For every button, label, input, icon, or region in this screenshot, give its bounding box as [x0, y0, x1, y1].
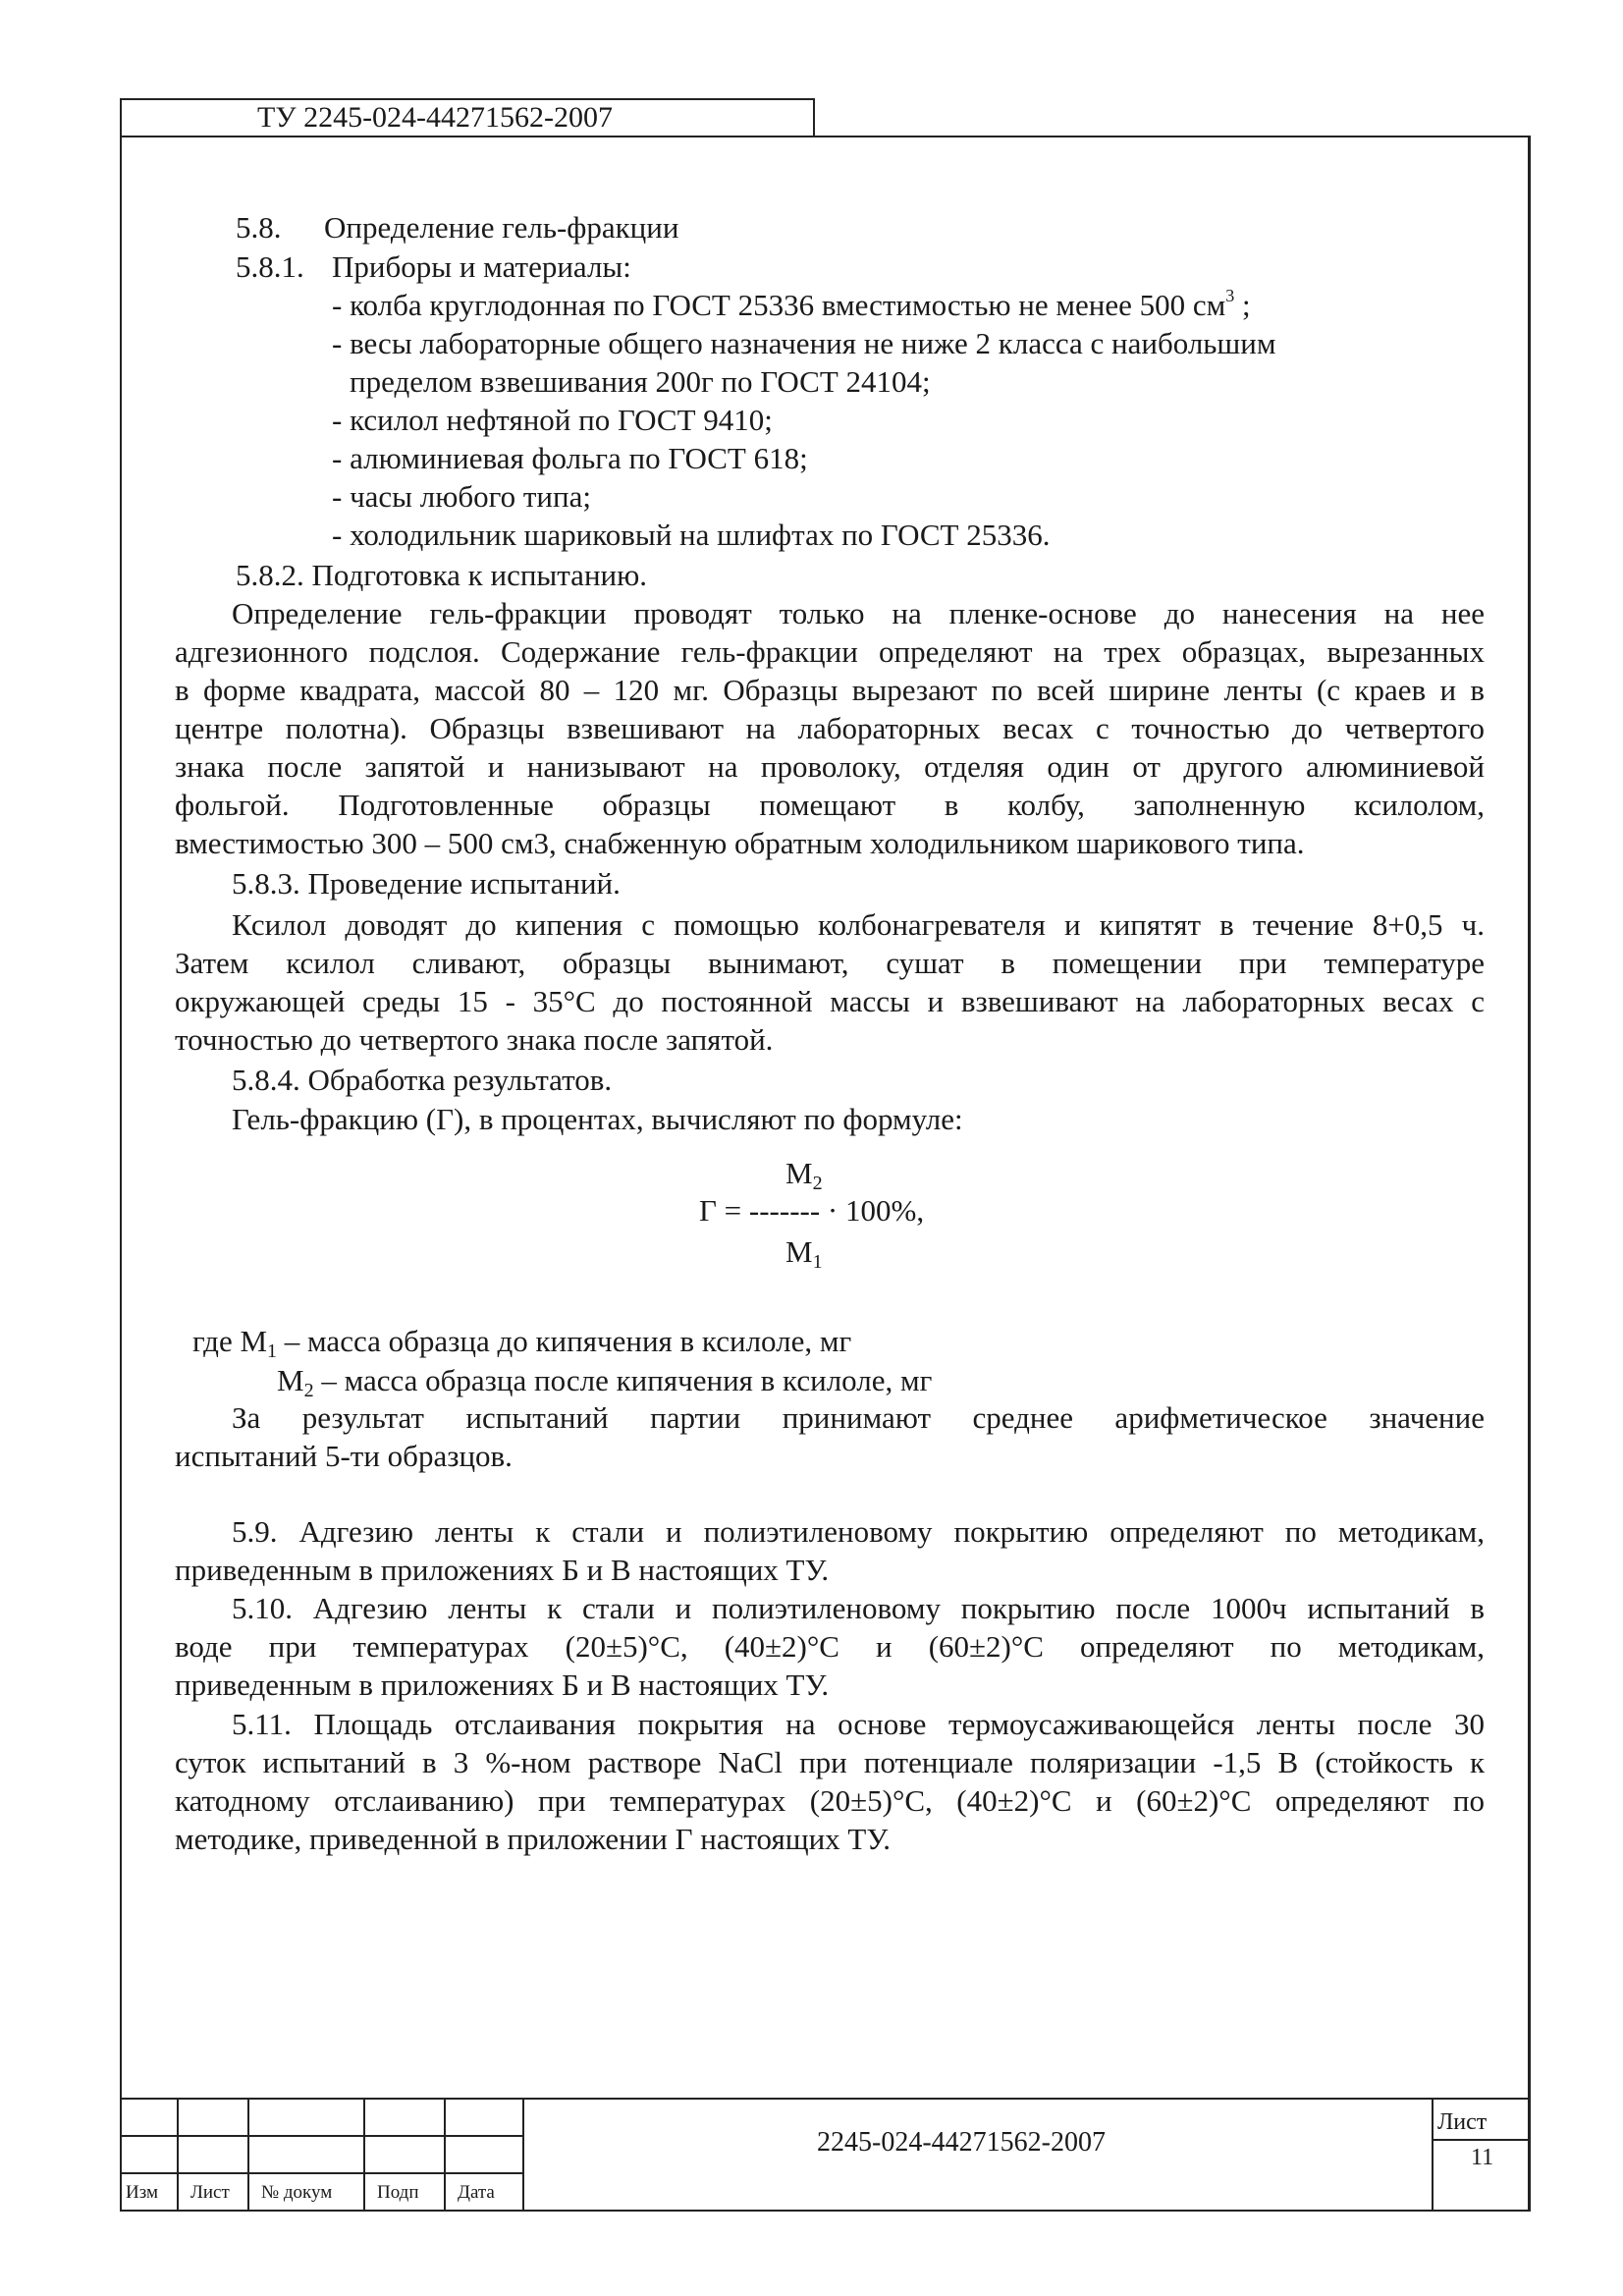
paragraph-line: За результат испытаний партии принимают среднее арифметическое значение: [232, 1400, 1485, 1435]
list-item: - холодильник шариковый на шлифтах по ГОСТ 25336.: [332, 518, 1051, 552]
frame-top-line: [120, 136, 1531, 137]
paragraph-line: окружающей среды 15 - 35°С до постоянной массы и взвешивают на лабораторных весах с: [175, 984, 1485, 1018]
stamp-sheet-number: 11: [1471, 2145, 1494, 2170]
list-item: пределом взвешивания 200г по ГОСТ 24104;: [350, 364, 931, 399]
paragraph-line: Затем ксилол сливают, образцы вынимают, сушат в помещении при температуре: [175, 946, 1485, 980]
paragraph-line: в форме квадрата, массой 80 – 120 мг. Образцы вырезают по всей ширине ленты (с краев и в: [175, 673, 1485, 707]
paragraph-line: 5.10. Адгезию ленты к стали и полиэтиленовому покрытию после 1000ч испытаний в: [232, 1591, 1485, 1625]
paragraph-line: приведенным в приложениях Б и В настоящих ТУ.: [175, 1667, 830, 1702]
section-number: 5.8.: [236, 210, 282, 245]
document-code-header: ТУ 2245-024-44271562-2007: [257, 101, 614, 134]
paragraph-line: приведенным в приложениях Б и В настоящих ТУ.: [175, 1553, 830, 1587]
list-item: - весы лабораторные общего назначения не ниже 2 класса с наибольшим: [332, 326, 1276, 360]
paragraph-line: катодному отслаиванию) при температурах (20±5)°С, (40±2)°С и (60±2)°С определяют по: [175, 1783, 1485, 1818]
paragraph-line: центре полотна). Образцы взвешивают на лабораторных весах с точностью до четвертого: [175, 711, 1485, 745]
formula-denominator: $М_1$: [785, 1234, 823, 1273]
stamp-label-sheet: Лист: [190, 2182, 230, 2203]
paragraph-line: точностью до четвертого знака после запятой.: [175, 1022, 774, 1057]
stamp-sheet-label: Лист: [1437, 2109, 1488, 2135]
list-item: - часы любого типа;: [332, 479, 591, 514]
paragraph-line: методике, приведенной в приложении Г настоящих ТУ.: [175, 1822, 891, 1856]
list-item: - ксилол нефтяной по ГОСТ 9410;: [332, 403, 773, 437]
section-title: Определение гель-фракции: [324, 210, 679, 245]
paragraph-line: вместимостью 300 – 500 см3, снабженную обратным холодильником шарикового типа.: [175, 826, 1305, 860]
paragraph-line: воде при температурах (20±5)°С, (40±2)°С и (60±2)°С определяют по методикам,: [175, 1629, 1485, 1664]
list-item: - алюминиевая фольга по ГОСТ 618;: [332, 441, 808, 475]
stamp-label-signature: Подп: [377, 2182, 419, 2203]
formula-numerator: $М_2$: [785, 1156, 823, 1194]
title-block: [120, 2098, 1530, 2210]
paragraph-line: суток испытаний в 3 %-ном растворе NaCl при потенциале поляризации -1,5 В (стойкость к: [175, 1745, 1485, 1779]
subsection-heading: 5.8.4. Обработка результатов.: [232, 1063, 613, 1097]
subsection-heading: 5.8.3. Проведение испытаний.: [232, 866, 621, 901]
paragraph-line: Ксилол доводят до кипения с помощью колбонагревателя и кипятят в течение 8+0,5 ч.: [232, 907, 1485, 942]
formula-legend-line: где $М_1$ – масса образца до кипячения в ксилоле, мг: [192, 1324, 852, 1362]
stamp-label-date: Дата: [458, 2182, 495, 2203]
subsection-heading: 5.8.2. Подготовка к испытанию.: [236, 558, 648, 592]
stamp-label-change: Изм: [126, 2182, 158, 2203]
formula-legend-line: $М_2$ – масса образца после кипячения в ксилоле, мг: [277, 1363, 933, 1401]
subsection-number: 5.8.1.: [236, 249, 304, 284]
paragraph-line: 5.11. Площадь отслаивания покрытия на основе термоусаживающейся ленты после 30: [232, 1707, 1485, 1741]
formula-intro: Гель-фракцию (Г), в процентах, вычисляют по формуле:: [232, 1102, 963, 1136]
paragraph-line: 5.9. Адгезию ленты к стали и полиэтиленовому покрытию определяют по методикам,: [232, 1514, 1485, 1549]
paragraph-line: адгезионного подслоя. Содержание гель-фракции определяют на трех образцах, вырезанных: [175, 634, 1485, 669]
stamp-document-code: 2245-024-44271562-2007: [817, 2127, 1106, 2158]
stamp-label-doc-number: № докум: [261, 2182, 333, 2203]
list-item: - колба круглодонная по ГОСТ 25336 вместимостью не менее 500 $см^3$ ;: [332, 286, 1251, 322]
paragraph-line: фольгой. Подготовленные образцы помещают в колбу, заполненную ксилолом,: [175, 788, 1485, 822]
formula-main: Г = ------- · 100%,: [699, 1193, 925, 1228]
paragraph-line: Определение гель-фракции проводят только на пленке-основе до нанесения на нее: [232, 596, 1485, 630]
paragraph-line: знака после запятой и нанизывают на проволоку, отделяя один от другого алюминиевой: [175, 749, 1485, 784]
subsection-title: Приборы и материалы:: [332, 249, 631, 284]
paragraph-line: испытаний 5-ти образцов.: [175, 1439, 513, 1473]
